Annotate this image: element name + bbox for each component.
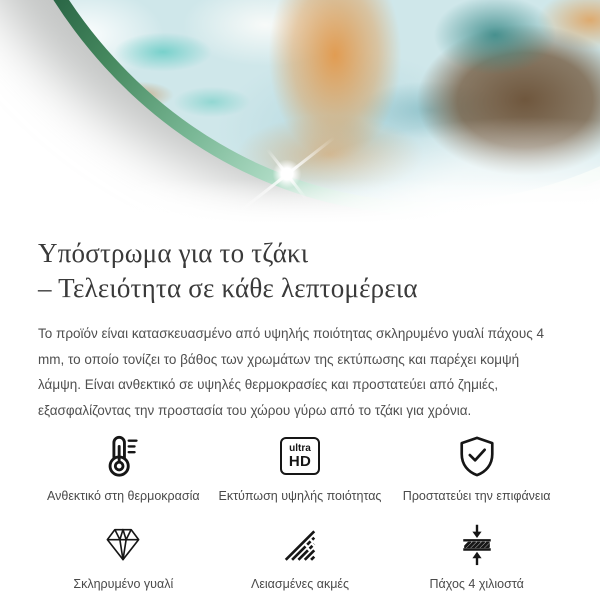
diamond-icon xyxy=(103,520,143,568)
feature-thickness xyxy=(391,520,562,592)
ultra-hd-badge-top: ultra xyxy=(289,442,311,454)
product-image xyxy=(0,0,600,224)
feature-label: Λειασμένες ακμές xyxy=(250,577,349,592)
polished-edges-icon xyxy=(281,520,319,568)
feature-grid xyxy=(38,432,562,592)
page-title-line2: – Τελειότητα σε κάθε λεπτομέρεια xyxy=(38,273,418,304)
page-title-line1: Υπόστρωμα για το τζάκι xyxy=(38,238,309,268)
feature-label: Προστατεύει την επιφάνεια xyxy=(402,489,551,504)
feature-polished-edges xyxy=(215,520,386,592)
feature-print-quality xyxy=(215,432,386,504)
feature-label: Ανθεκτικό στη θερμοκρασία xyxy=(47,489,200,504)
product-description-text: Το προϊόν είναι κατασκευασμένο από υψηλής ποιότητας σκληρυμένο γυαλί πάχους 4 mm, το οποίο τονίζει το βάθος των χρωμάτων της εκτύπωσης και παρέχει κομψή λάμψη. Είναι ανθεκτικό σε υψηλές θερμοκρασίες και προστατεύει από ζημιές, εξασφαλίζοντας την προστασία του χώρου γύρω από το τζάκι για χρόνια. xyxy=(38,326,544,418)
ultra-hd-icon xyxy=(280,432,320,480)
product-description-section xyxy=(0,224,600,592)
feature-surface-protection xyxy=(391,432,562,504)
shield-check-icon xyxy=(456,432,498,480)
feature-heat-resistant xyxy=(38,432,209,504)
page-title xyxy=(38,236,562,306)
feature-label: Σκληρυμένο γυαλί xyxy=(73,577,174,592)
feature-label: Εκτύπωση υψηλής ποιότητας xyxy=(218,489,382,504)
feature-tempered-glass xyxy=(38,520,209,592)
feature-label: Πάχος 4 χιλιοστά xyxy=(429,577,524,592)
thermometer-icon xyxy=(100,432,146,480)
thickness-icon xyxy=(455,520,499,568)
ultra-hd-badge-bottom: HD xyxy=(288,452,312,470)
